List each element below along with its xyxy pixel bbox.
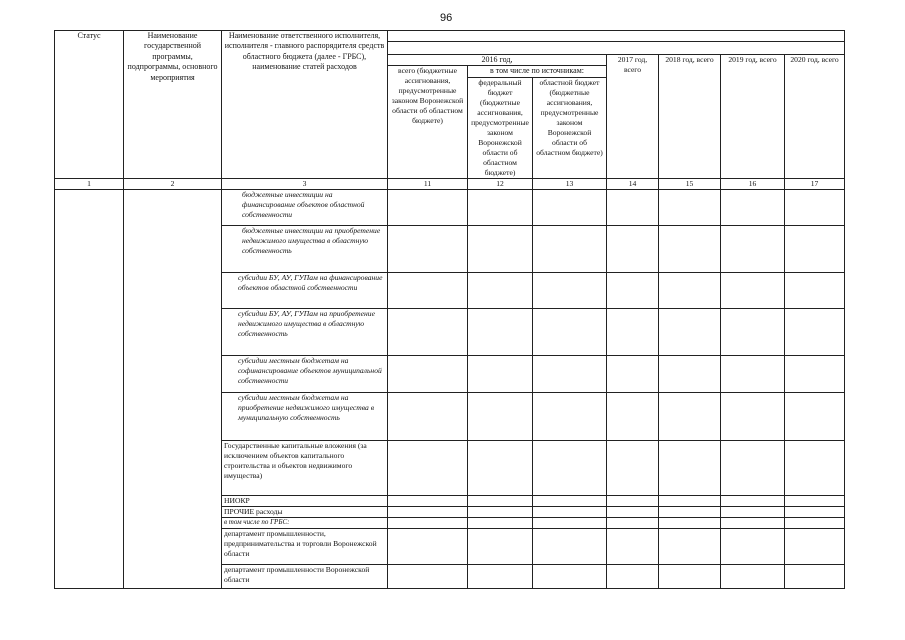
header-program: Наименование государственной программы, подпрограммы, основного мероприятия [124,31,222,179]
row-label: субсидии местным бюджетам на софинансирование объектов муниципальной собственности [222,355,388,392]
col-number: 1 [55,178,124,189]
data-cell [607,506,659,517]
data-cell [659,272,721,308]
data-cell [785,392,845,440]
data-cell [533,495,607,506]
data-cell [721,495,785,506]
data-cell [721,308,785,355]
data-cell [388,564,468,588]
header-blank-band-2 [388,42,845,55]
page-number: 96 [440,12,453,24]
data-cell [659,495,721,506]
data-cell [785,564,845,588]
header-2019: 2019 год, всего [721,55,785,179]
data-cell [388,355,468,392]
data-cell [607,495,659,506]
data-cell [533,272,607,308]
data-cell [659,189,721,225]
data-cell [388,517,468,528]
data-cell [468,392,533,440]
col-number: 3 [222,178,388,189]
data-cell [388,495,468,506]
data-cell [468,506,533,517]
data-cell [533,189,607,225]
data-cell [533,392,607,440]
data-cell [659,392,721,440]
row-label: в том числе по ГРБС: [222,517,388,528]
data-cell [607,528,659,564]
header-status: Статус [55,31,124,179]
data-cell [388,392,468,440]
data-cell [468,564,533,588]
data-cell [785,440,845,495]
header-2020: 2020 год, всего [785,55,845,179]
data-cell [533,308,607,355]
data-cell [785,495,845,506]
row-label: субсидии БУ, АУ, ГУПам на приобретение недвижимого имущества в областную собственность [222,308,388,355]
data-cell [607,440,659,495]
data-cell [388,506,468,517]
data-cell [659,355,721,392]
data-cell [388,528,468,564]
row-label: ПРОЧИЕ расходы [222,506,388,517]
row-label: субсидии местным бюджетам на приобретение недвижимого имущества в муниципальную собственность [222,392,388,440]
data-cell [388,189,468,225]
data-cell [468,355,533,392]
data-cell [785,189,845,225]
data-cell [785,272,845,308]
col-number: 12 [468,178,533,189]
data-cell [607,189,659,225]
data-cell [659,308,721,355]
col-number: 14 [607,178,659,189]
data-cell [659,564,721,588]
header-2017: 2017 год, всего [607,55,659,179]
header-federal: федеральный бюджет (бюджетные ассигнования, предусмотренные законом Воронежской области об областном бюджете) [468,77,533,178]
row-label: департамент промышленности Воронежской области [222,564,388,588]
data-cell [468,272,533,308]
row-label: бюджетные инвестиции на приобретение недвижимого имущества в областную собственность [222,225,388,272]
data-cell [468,440,533,495]
data-cell [468,517,533,528]
data-cell [533,517,607,528]
data-cell [785,355,845,392]
data-cell [607,392,659,440]
header-2018: 2018 год, всего [659,55,721,179]
header-blank-band-1 [388,31,845,42]
data-cell [607,517,659,528]
data-cell [388,440,468,495]
data-cell [388,272,468,308]
row-label: бюджетные инвестиции на финансирование объектов областной собственности [222,189,388,225]
data-cell [533,440,607,495]
program-cell [124,189,222,588]
data-cell [468,495,533,506]
header-total: всего (бюджетные ассигнования, предусмотренные законом Воронежской области об областном бюджете) [388,66,468,179]
data-cell [659,225,721,272]
data-cell [721,517,785,528]
col-number: 13 [533,178,607,189]
data-cell [659,506,721,517]
data-cell [607,308,659,355]
data-cell [721,440,785,495]
data-cell [533,564,607,588]
col-number: 11 [388,178,468,189]
data-cell [659,517,721,528]
data-cell [607,225,659,272]
col-number: 17 [785,178,845,189]
col-number: 15 [659,178,721,189]
data-cell [533,225,607,272]
data-cell [721,506,785,517]
data-cell [721,189,785,225]
data-cell [468,225,533,272]
row-label: Государственные капитальные вложения (за исключением объектов капитального строительства и объектов недвижимого имущества) [222,440,388,495]
col-number: 2 [124,178,222,189]
data-cell [533,528,607,564]
row-label: субсидии БУ, АУ, ГУПам на финансирование объектов областной собственности [222,272,388,308]
data-cell [468,308,533,355]
col-number: 16 [721,178,785,189]
header-by-sources: в том числе по источникам: [468,66,607,77]
data-cell [468,189,533,225]
data-cell [721,355,785,392]
header-executor: Наименование ответственного исполнителя, исполнителя - главного распорядителя средств областного бюджета (далее - ГРБС), наименование статей расходов [222,31,388,179]
row-label: департамент промышленности, предпринимательства и торговли Воронежской области [222,528,388,564]
budget-table [54,30,845,589]
header-year-2016: 2016 год, [388,55,607,66]
data-cell [659,528,721,564]
data-cell [785,517,845,528]
data-cell [659,440,721,495]
data-cell [388,225,468,272]
header-regional: областной бюджет (бюджетные ассигнования, предусмотренные законом Воронежской области об областном бюджете) [533,77,607,178]
data-cell [721,225,785,272]
data-cell [607,272,659,308]
data-cell [785,308,845,355]
data-cell [607,564,659,588]
data-cell [468,528,533,564]
data-cell [533,355,607,392]
row-label: НИОКР [222,495,388,506]
status-cell [55,189,124,588]
data-cell [785,528,845,564]
data-cell [721,528,785,564]
data-cell [721,564,785,588]
data-cell [785,225,845,272]
data-cell [721,392,785,440]
data-cell [388,308,468,355]
data-cell [785,506,845,517]
data-cell [533,506,607,517]
data-cell [607,355,659,392]
data-cell [721,272,785,308]
